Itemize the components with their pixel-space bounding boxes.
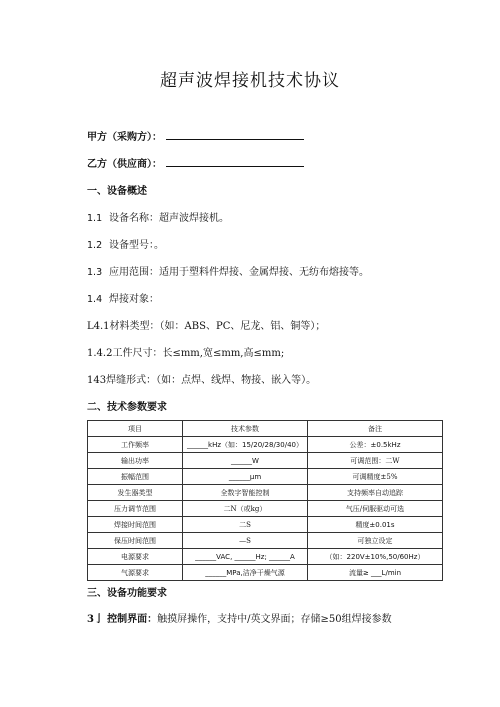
party-a-line [87,128,304,143]
table-cell: 气压/伺服驱动可选 [308,501,443,517]
table-cell: ______MPa,洁净干燥气源 [183,565,308,581]
table-cell: 可独立设定 [308,533,443,549]
item-1-3 [87,263,369,278]
sub-item-weld-form: 143焊缝形式：（如：点焊、线焊、物接、嵌入等）。 [87,375,317,386]
table-row [88,469,443,485]
item-number: 3亅 [87,614,104,625]
section3-heading: 三、设备功能要求 [87,588,167,599]
table-cell: —S [183,533,308,549]
table-cell: ______W [183,453,308,469]
sub-item-material: L4.1材料类型：（如：ABS、PC、尼龙、铝、铜等）； [87,321,326,332]
table-cell: 流量≥ ___L/min [308,565,443,581]
table-row [88,437,443,453]
section2-heading: 二、技术参数要求 [87,402,167,413]
item-number: 1.2 [87,240,103,251]
item-number: 1.4 [87,294,103,305]
item-label: 控制界面： [107,614,158,625]
table-cell: ______VAC, ______Hz; ______A [183,549,308,565]
table-cell: 保压时间范围 [88,533,183,549]
table-cell: 输出功率 [88,453,183,469]
party-b-blank [166,155,304,167]
table-row [88,501,443,517]
item-number: 1.3 [87,267,103,278]
spec-table [87,420,443,581]
party-b-line [87,155,304,170]
table-header: 技术参数 [183,421,308,437]
item-text: 焊接对象： [109,294,159,305]
table-cell: 气源要求 [88,565,183,581]
table-row [88,533,443,549]
table-cell: ______μm [183,469,308,485]
item-1-1 [87,209,229,224]
table-header-row [88,421,443,437]
table-cell: 电源要求 [88,549,183,565]
item-text: 设备名称：超声波焊接机。 [109,213,229,224]
table-cell: 支持频率自动追踪 [308,485,443,501]
party-a-blank [166,128,304,140]
party-b-label: 乙方（供应商）： [87,159,162,170]
table-cell: 二N（或kg） [183,501,308,517]
table-cell: 发生器类型 [88,485,183,501]
table-cell: 工作频率 [88,437,183,453]
table-cell: 可调精度±5% [308,469,443,485]
table-row [88,485,443,501]
table-row [88,565,443,581]
table-row [88,517,443,533]
table-cell: 振幅范围 [88,469,183,485]
table-cell: 可调范围：二W [308,453,443,469]
item-text: 应用范围：适用于塑料件焊接、金属焊接、无纺布熔接等。 [109,267,369,278]
item-text: 设备型号：。 [109,240,164,251]
item-text: 触摸屏操作，支持中/英文界面；存储≥50组焊接参数 [157,614,392,625]
section1-heading: 一、设备概述 [87,186,147,197]
item-3-1 [87,610,392,625]
table-cell: ______kHz（如：15/20/28/30/40） [183,437,308,453]
table-row [88,549,443,565]
table-cell: （如：220V±10%,50/60Hz） [308,549,443,565]
table-cell: 全数字智能控制 [183,485,308,501]
table-header: 项目 [88,421,183,437]
table-row [88,453,443,469]
item-number: 1.1 [87,213,103,224]
item-1-4 [87,290,159,305]
table-cell: 压力调节范围 [88,501,183,517]
table-cell: 公差：±0.5kHz [308,437,443,453]
document-title: 超声波焊接机技术协议 [160,71,340,91]
table-header: 备注 [308,421,443,437]
table-cell: 焊接时间范围 [88,517,183,533]
table-cell: 二S [183,517,308,533]
party-a-label: 甲方（采购方）： [87,132,162,143]
item-1-2 [87,236,164,251]
table-cell: 精度±0.01s [308,517,443,533]
sub-item-size: 1.4.2工件尺寸：长≤mm,宽≤mm,高≤mm; [87,348,285,359]
